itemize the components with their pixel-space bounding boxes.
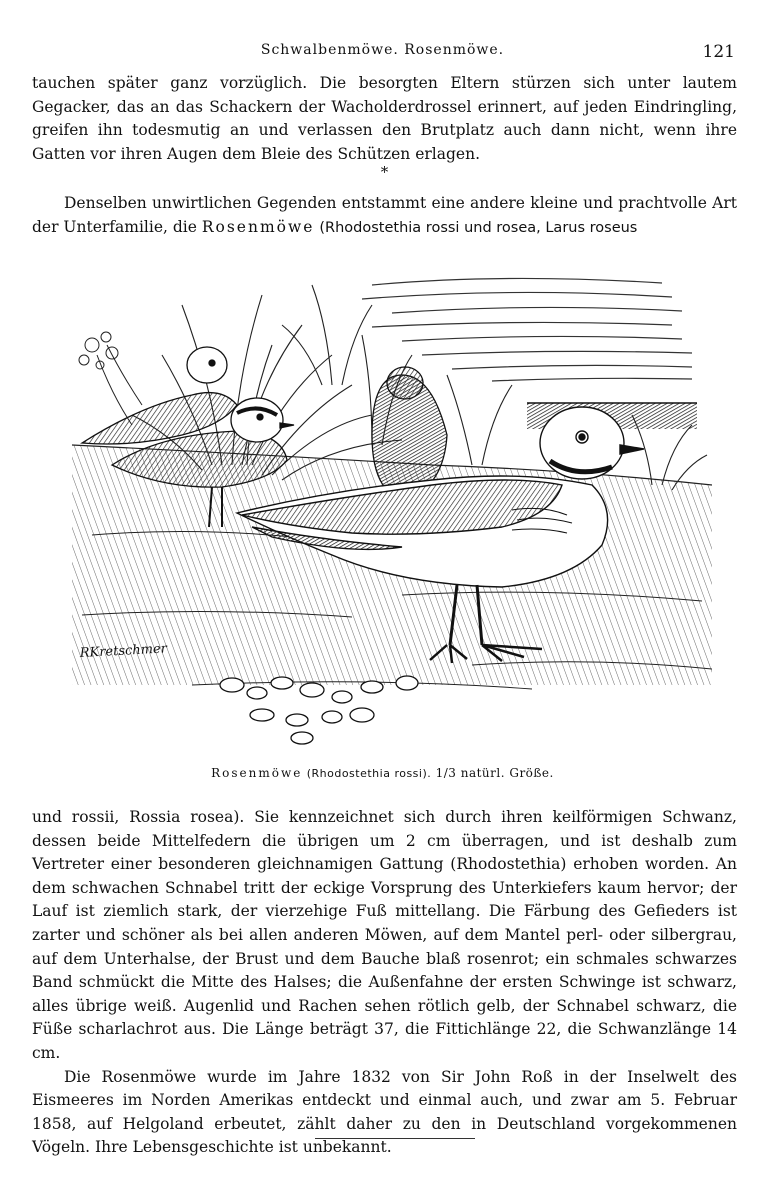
species-name: Rosenmöwe: [201, 217, 315, 236]
paragraph-discovery: Die Rosenmöwe wurde im Jahre 1832 von Sir John Roß in der Inselwelt des Eismeeres im Norden Amerikas entdeckt und einmal auch, und zwar am 5. Februar 1858, auf Helgoland erbeutet, zählt daher zu den in Deutschland vorgekommenen Vögeln. Ihre Lebensgeschichte ist unbekannt.: [32, 1067, 737, 1157]
page-number: 121: [702, 42, 735, 62]
gull-resting-back: [82, 347, 237, 444]
text-block-body: [32, 806, 737, 1160]
section-separator: *: [380, 163, 389, 182]
shells: [220, 676, 418, 744]
latin-names: (Rhodostethia rossi und rosea, Larus roseus: [319, 219, 638, 236]
caption-scale: 1/3 natürl. Größe.: [435, 766, 554, 780]
text-block-intro: [32, 192, 737, 240]
caption-scientific-name: (Rhodostethia rossi).: [306, 767, 432, 780]
sky-cloud-lines: [362, 278, 692, 381]
paragraph-description: und rossii, Rossia rosea). Sie kennzeichnet sich durch ihren keilförmigen Schwanz, dessen beide Mittelfedern die übrigen um 2 cm überragen, und ist deshalb zum Vertreter einer besonderen gleichnamigen Gattung (Rhodostethia) erhoben worden. An dem schwachen Schnabel tritt der eckige Vorsprung des Unterkiefers kaum hervor; der Lauf ist ziemlich stark, der vierzehige Fuß mittellang. Die Färbung des Gefieders ist zarter und schöner als bei allen anderen Möwen, auf dem Mantel perl- oder silbergrau, auf dem Unterhalse, der Brust und dem Bauche blaß rosenrot; ein schmales schwarzes Band schmückt die Mitte des Halses; die Außenfahne der ersten Schwinge ist schwarz, alles übrige weiß. Augenlid und Rachen sehen rötlich gelb, der Schnabel schwarz, die Füße scharlachrot aus. Die Länge beträgt 37, die Fittichlänge 22, die Schwanzlänge 14 cm.: [32, 808, 737, 1062]
artist-signature: RKretschmer: [79, 641, 168, 661]
end-rule: [315, 1138, 475, 1139]
figure-caption: [0, 766, 765, 780]
text-block-top: [32, 72, 737, 182]
paragraph-rosenmoewe-intro: [32, 192, 737, 240]
paragraph-continuation: tauchen später ganz vorzüglich. Die besorgten Eltern stürzen sich unter lautem Gegacker, das an das Schackern der Wacholderdrossel erinnert, auf jeden Eindringling, greifen ihn todesmutig an und verlassen den Brutplatz auch dann nicht, wenn ihre Gatten vor ihren Augen dem Bleie des Schützen erlagen.: [32, 74, 737, 163]
caption-name: Rosenmöwe: [211, 766, 303, 780]
rosenmoewe-illustration: [72, 265, 712, 765]
intro-text: Denselben unwirtlichen Gegenden entstammt eine andere kleine und prachtvolle Art der Unterfamilie, die: [32, 194, 737, 236]
flowering-plant: [79, 332, 142, 425]
running-head: Schwalbenmöwe. Rosenmöwe.: [260, 42, 505, 58]
